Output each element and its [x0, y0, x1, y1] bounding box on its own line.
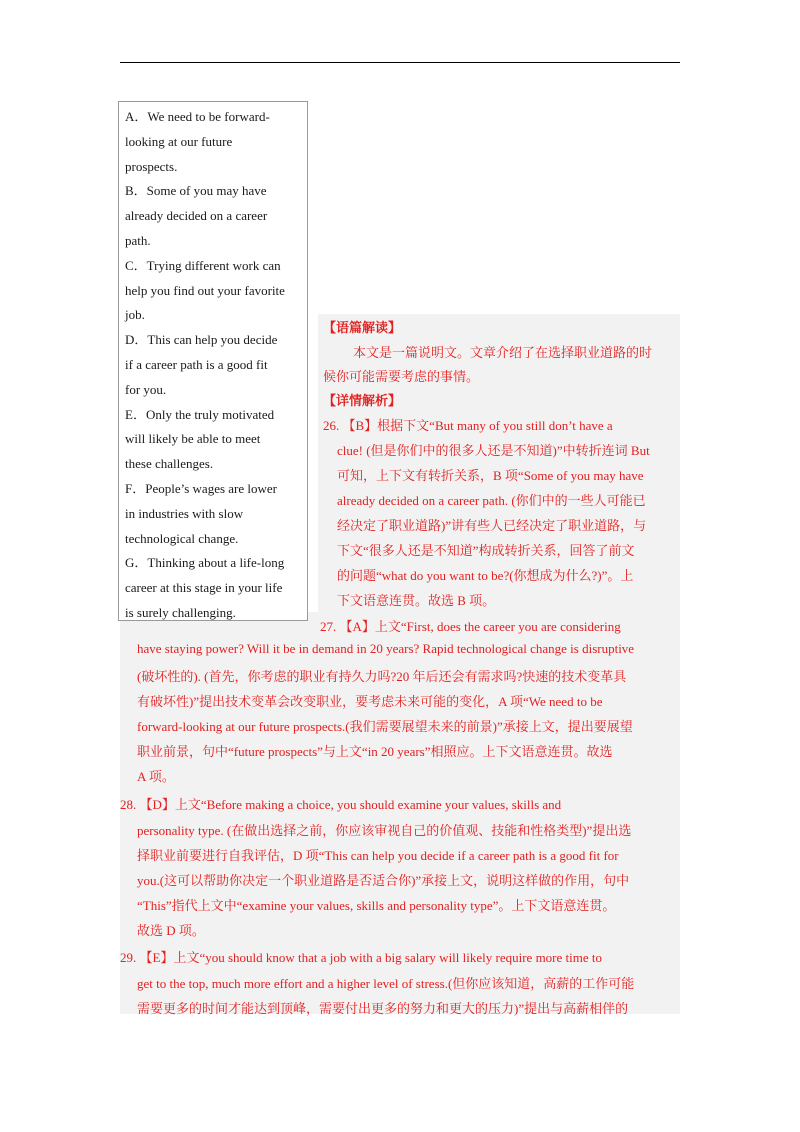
option-g: G．Thinking about a life-long career at this stage in your life is surely challenging.	[125, 555, 285, 620]
q27-line: 27. 【A】上文“First, does the career you are considering	[320, 619, 621, 634]
q26-line: 的问题“what do you want to be?(你想成为什么?)”。上	[337, 568, 634, 583]
q28-line: 择职业前要进行自我评估，D 项“This can help you decide if a career path is a good fit for	[137, 848, 619, 863]
q28-line: 故选 D 项。	[137, 923, 205, 938]
q28-line: 28. 【D】上文“Before making a choice, you should examine your values, skills and	[120, 797, 562, 812]
passage-line: 候你可能需要考虑的事情。	[323, 369, 480, 384]
q27-line: 有破坏性)”提出技术变革会改变职业，要考虑未来可能的变化，A 项“We need to be	[137, 694, 603, 709]
option-d: D．This can help you decide if a career path is a good fit for you.	[125, 332, 278, 397]
q28-line: “This”指代上文中“examine your values, skills and personality type”。上下文语意连贯。	[137, 898, 616, 913]
passage-header: 【语篇解读】	[323, 320, 402, 335]
q29-line: get to the top, much more effort and a higher level of stress.(但你应该知道，高薪的工作可能	[137, 976, 635, 991]
q26-line: 下文“很多人还是不知道”构成转折关系，回答了前文	[337, 543, 635, 558]
q27-line: A 项。	[137, 769, 175, 784]
q28-line: personality type. (在做出选择之前，你应该审视自己的价值观、技能和性格类型)”提出选	[137, 823, 632, 838]
q27-line: (破坏性的). (首先，你考虑的职业有持久力吗?20 年后还会有需求吗?快速的技术变革具	[137, 669, 627, 684]
option-c: C．Trying different work can help you find out your favorite job.	[125, 257, 285, 323]
q26-line: 26. 【B】根据下文“But many of you still don’t have a	[323, 418, 613, 433]
q29-line: 29. 【E】上文“you should know that a job with a big salary will likely require more time to	[120, 950, 602, 965]
option-f: F．People’s wages are lower in industries with slow technological change.	[125, 480, 277, 546]
options-box	[118, 101, 308, 621]
q27-line: have staying power? Will it be in demand in 20 years? Rapid technological change is disruptive	[137, 641, 635, 656]
q27-line: 职业前景，句中“future prospects”与上文“in 20 years”相照应。上下文语意连贯。故选	[137, 744, 613, 759]
option-e: E．Only the truly motivated will likely be able to meet these challenges.	[125, 406, 275, 472]
q26-line: 可知，上下文有转折关系，B 项“Some of you may have	[337, 468, 644, 483]
header-rule	[120, 62, 680, 63]
q28-line: you.(这可以帮助你决定一个职业道路是否适合你)”承接上文，说明这样做的作用，句中	[137, 873, 630, 888]
option-a: A．We need to be forward- looking at our future prospects.	[125, 109, 270, 174]
q26-line: 经决定了职业道路)”讲有些人已经决定了职业道路，与	[337, 518, 647, 533]
q26-line: 下文语意连贯。故选 B 项。	[337, 593, 496, 608]
q26-line: already decided on a career path. (你们中的一些人可能已	[337, 493, 646, 508]
q27-line: forward-looking at our future prospects.(我们需要展望未来的前景)”承接上文，提出要展望	[137, 719, 633, 734]
passage-line: 本文是一篇说明文。文章介绍了在选择职业道路的时	[353, 345, 653, 360]
detail-header: 【详情解析】	[323, 393, 402, 408]
option-b: B．Some of you may have already decided on a career path.	[125, 183, 268, 248]
q26-line: clue! (但是你们中的很多人还是不知道)”中转折连词 But	[337, 443, 650, 458]
q29-line: 需要更多的时间才能达到顶峰，需要付出更多的努力和更大的压力)”提出与高薪相伴的	[137, 1001, 629, 1016]
